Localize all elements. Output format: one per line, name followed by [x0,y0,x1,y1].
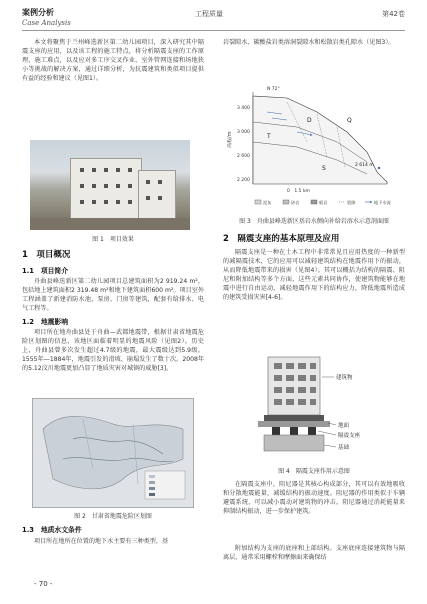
north-label: N 72° [267,87,280,92]
section-1-heading: 1 项目概况 [22,250,71,260]
section-2-paragraph-1: 隔震支座是一种在土木工程中非常常见且应用热度的一种新型的减隔震技术，它的应用可以减轻建筑结构在地震作用下的振动，从而降低地震带来的损害（见图4）。其可以概括为结构的隔震、阻尼和附加结构等多个方面，这些元素共同协作，使建筑物能够在地震中进行自由运动，减轻地震作用下的结构应力，降低地震所造成的建筑受损灾害[4-6]。 [223,249,405,301]
label-q: Q [347,117,352,124]
label-t: T [267,133,271,140]
section-1-2-heading: 1.2 地震影响 [22,318,69,326]
label-level: 2 614 m [355,163,374,168]
header-divider [22,30,405,31]
section-1-3-paragraph: 项目所在地所在位置的地下水主要有三种类型，基 [34,538,169,545]
section-label [22,7,71,27]
intro-paragraph: 本文将聚焦于兰州峰选新区第二幼儿园项目，深入研究其中隔震支座的应用，以及该工程的施工特点，将分析隔震支座的工作原理、施工难点，以及应对多工序交叉作业、室外管网连接和场地狭小等挑战的解决方案，通过详细分析，为抗震建筑和类似项目提供有益的经验和建议（见图1）。 [22,39,204,82]
elevation-axis-label: 高程/m [227,131,233,148]
legend-1: 砂岩 [291,200,300,205]
label-d: D [307,117,312,124]
scale-label: 0 1.5 km [287,189,310,194]
figure-3-caption: 图 3 舟曲县峰迭新区基岩水侧向补给岩溶水示意剖面图 [239,218,389,225]
project-photo [30,140,190,230]
section-1-1-paragraph: 舟曲县峰迭新区第二幼儿园项目总建筑面积为2 919.24 m²，包括地上建筑面积2 319.48 m²和地下建筑面积600 m²。项目室外工程涵盖了新建消防水池、泵房、门房等建筑，配套有给排水、电气工程等。 [22,278,204,312]
section-title-en: Case Analysis [22,19,71,27]
section-1-2-paragraph: 项目所在地舟曲县处于舟曲—武都地震带，根据甘肃省地震危险区划图的信息，该地区面临着明显的地震风险（见图2）。历史上，舟曲县曾多次发生超过4.7级的地震，最大震级达到5.9级。1555年—1884年，地震引发的滑坡、崩塌发生了数十次。2008年的5.12汶川地震更加凸显了地质灾害对城镇的威胁[3]。 [22,329,204,372]
label-floor: 地面 [338,423,350,429]
section-1-3-heading: 1.3 地质水文条件 [22,526,82,534]
y-tick-3400: 3 400 [237,106,250,111]
section-2-heading: 2 隔震支座的基本原理及应用 [223,234,340,244]
legend-2: 板岩 [319,200,328,205]
figure-4-caption: 图 4 隔震支座作用示意图 [278,468,350,475]
volume-label: 第42卷 [382,10,405,18]
page-number: - 70 - [34,580,53,588]
isolation-bearing-diagram [258,355,370,463]
y-tick-3000: 3 000 [237,130,250,135]
section-1-1-heading: 1.1 项目简介 [22,267,69,275]
figure-2-caption: 图 2 甘肃省地震危险区划图 [74,513,152,520]
intro-block [22,38,204,83]
figure-1-caption: 图 1 项目效果 [92,236,134,243]
journal-name: 工程质量 [195,10,223,18]
section-title: 案例分析 [22,8,54,17]
label-bearing: 隔震支座 [338,433,361,439]
groundwater-paragraph: 岩裂隙水、碳酸盐岩类溶洞裂隙水和松散岩类孔隙水（见图3）。 [223,39,395,46]
y-tick-2600: 2 600 [237,154,250,159]
legend-3: 裂隙 [347,200,356,205]
seismic-zoning-map [32,398,194,508]
section-2-paragraph-3: 附加结构为支座的底座和上部结构。支座底座连接建筑物与隔离层，通常采用螺栓和摩擦面来确保结 [223,545,405,561]
label-s: S [322,165,326,172]
section-2-paragraph-2: 在隔震支座中，阻尼器是其核心构成部分，其可以有效地吸收和分散地震能量，减缓结构的振动速度。阻尼器的作用类似于车辆避震系统，可以减小震动对建筑物的冲击。阻尼器通过消耗能量来抑制结构振动，进一步保护建筑。 [223,481,405,515]
label-building: 建筑物 [336,375,353,381]
label-foundation: 基础 [338,445,350,451]
legend-0: 泥灰 [263,200,272,205]
hydrogeology-section-diagram [227,82,405,212]
legend-4: 地下水流 [374,200,391,205]
y-tick-2200: 2 200 [237,178,250,183]
